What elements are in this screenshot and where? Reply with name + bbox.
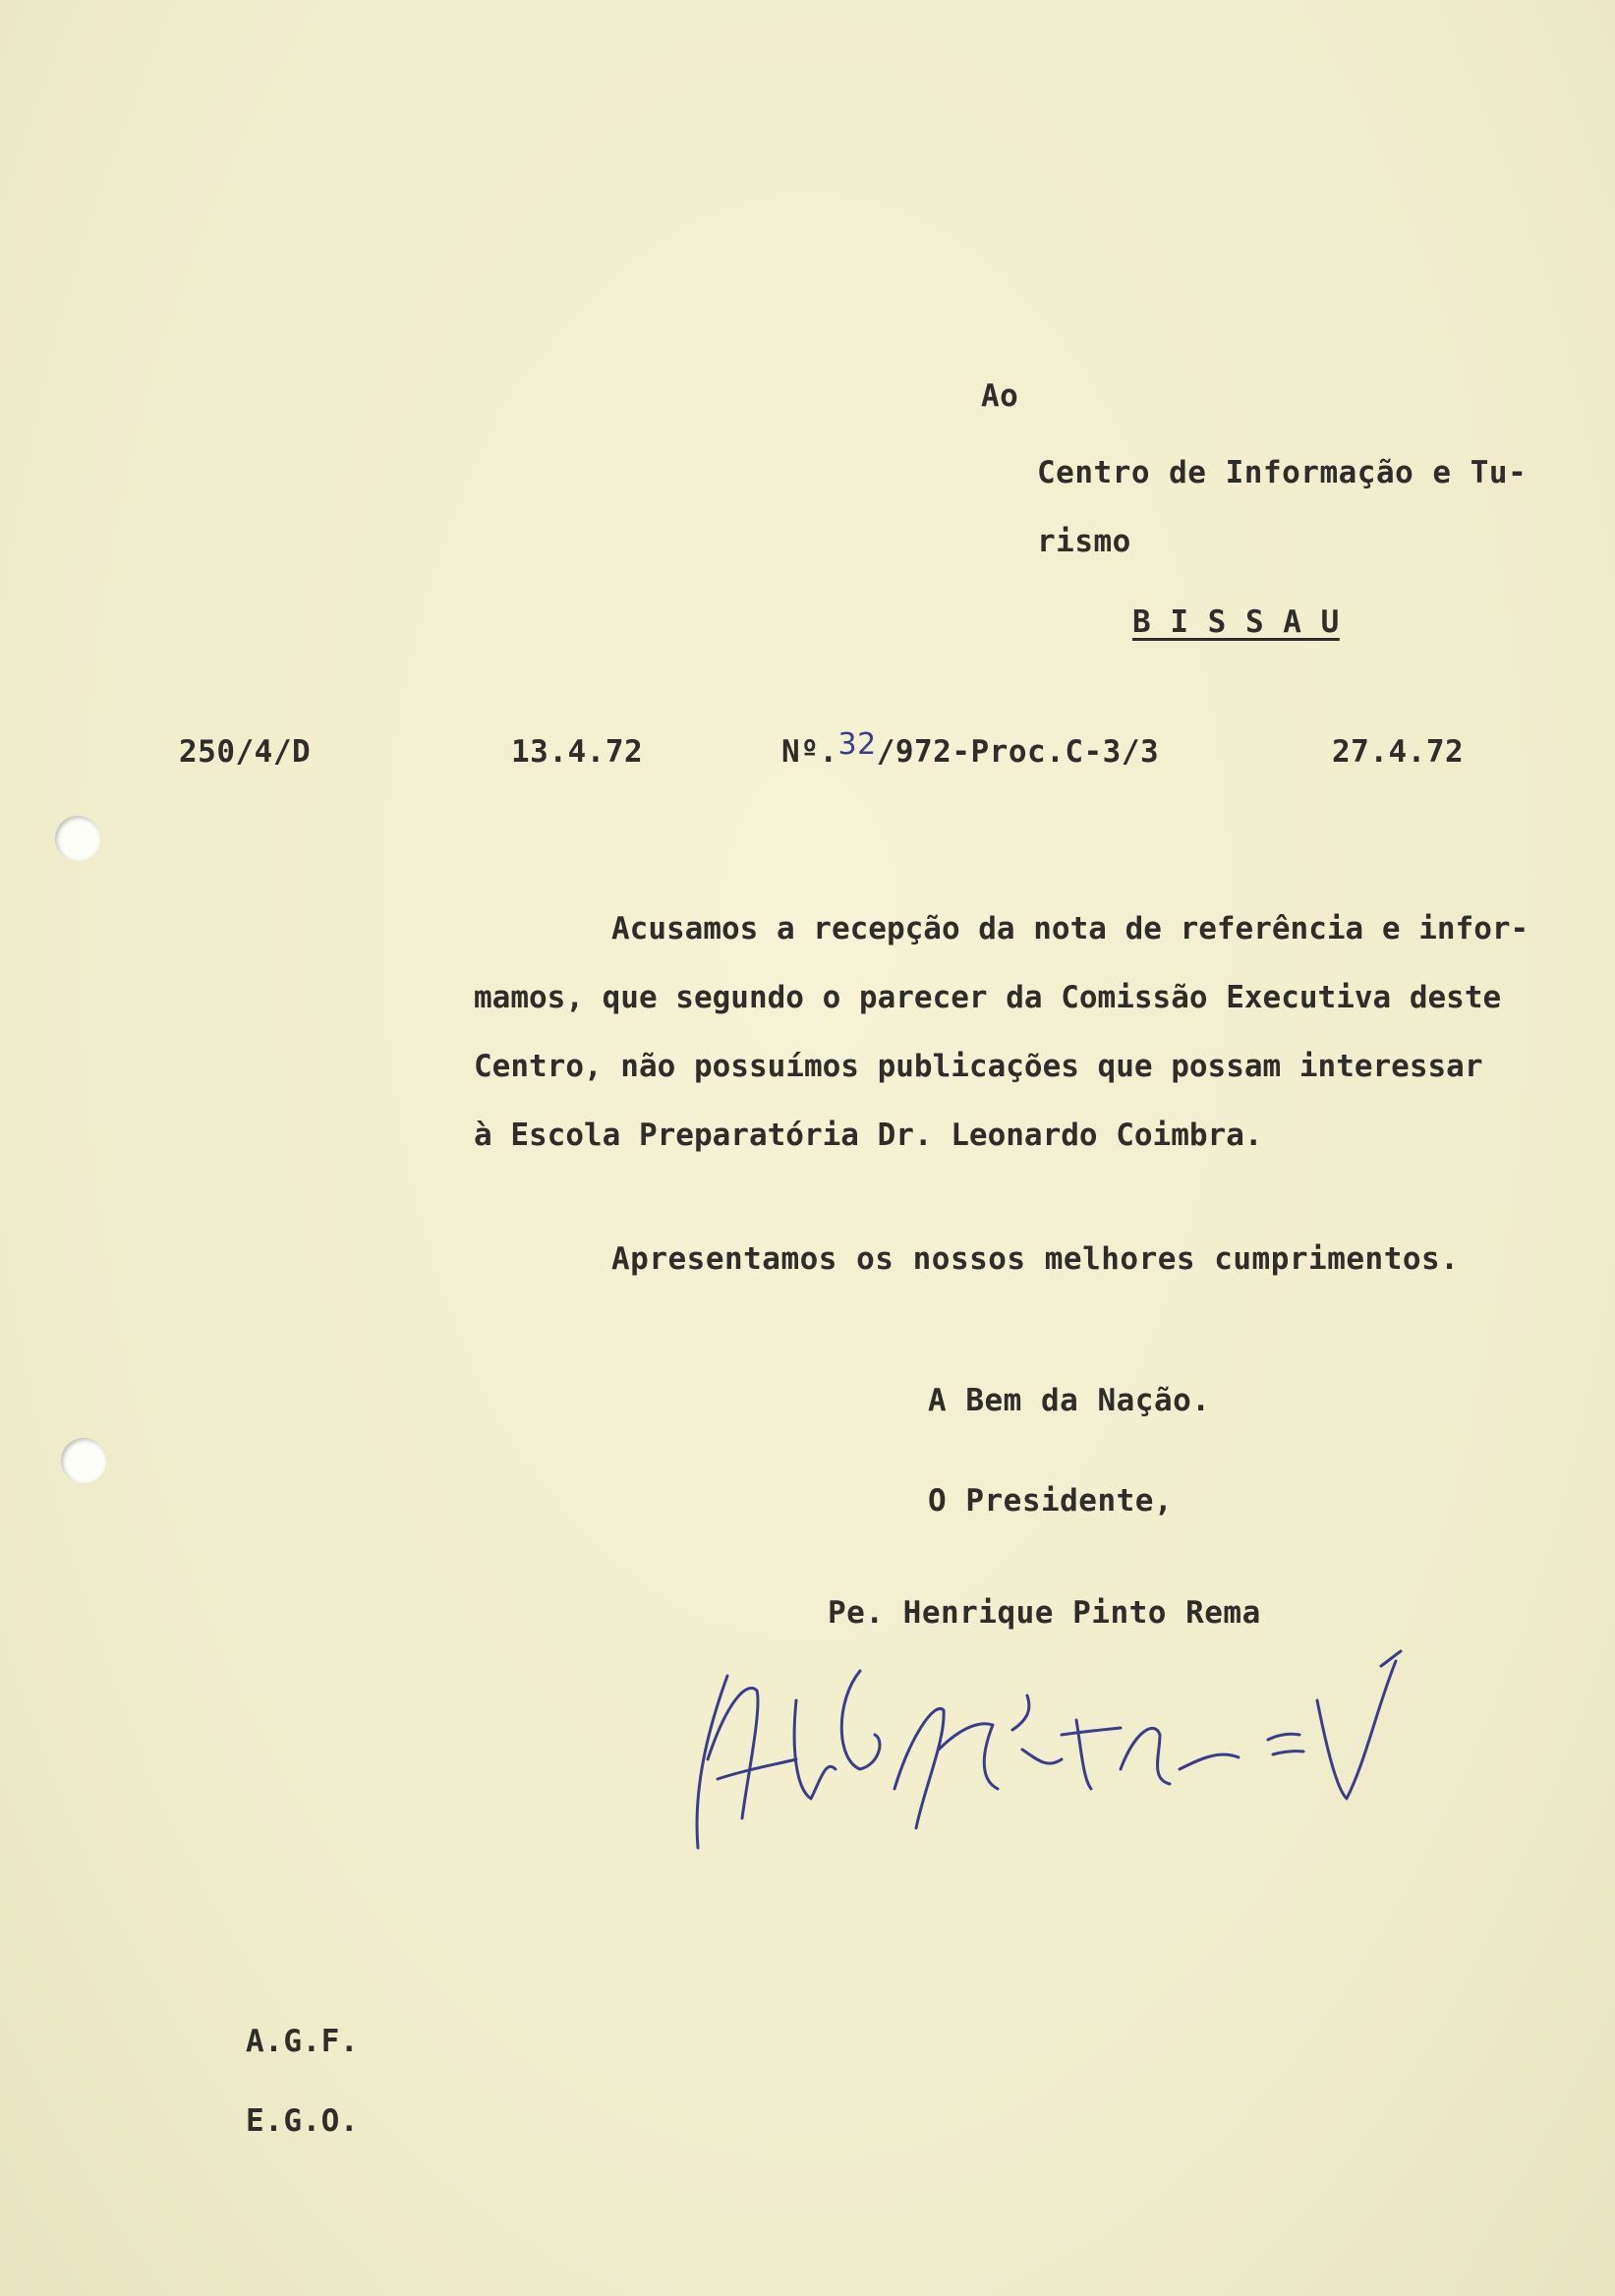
body-line-1: Acusamos a recepção da nota de referência e infor- [611, 911, 1529, 947]
signatory-name: Pe. Henrique Pinto Rema [828, 1595, 1261, 1631]
punch-hole-bottom [61, 1438, 106, 1483]
addressee-name-line1: Centro de Informação e Tu- [1037, 455, 1528, 490]
our-reference [781, 727, 1160, 770]
body-line-3: Centro, não possuímos publicações que possam interessar [474, 1049, 1483, 1084]
closing-line-1: A Bem da Nação. [928, 1383, 1211, 1418]
salutation: Ao [981, 378, 1019, 414]
our-ref-number: 32 [837, 727, 877, 762]
punch-hole-top [55, 816, 100, 861]
body-line-4: à Escola Preparatória Dr. Leonardo Coimbra. [474, 1118, 1263, 1153]
addressee-name-line2: rismo [1037, 524, 1131, 559]
initials-line-2: E.G.O. [246, 2103, 359, 2139]
handwritten-signature [688, 1641, 1533, 1867]
our-ref-suffix: /972-Proc.C-3/3 [876, 734, 1160, 770]
their-date: 13.4.72 [511, 734, 644, 770]
initials-line-1: A.G.F. [246, 2024, 359, 2059]
body-paragraph-2: Apresentamos os nossos melhores cumprimentos. [611, 1241, 1460, 1277]
addressee-city: B I S S A U [1132, 604, 1340, 640]
body-line-2: mamos, que segundo o parecer da Comissão Executiva deste [474, 980, 1502, 1015]
our-date: 27.4.72 [1332, 734, 1465, 770]
closing-line-2: O Presidente, [928, 1483, 1174, 1519]
their-reference: 250/4/D [179, 734, 312, 770]
body-paragraph-1 [474, 894, 1604, 1170]
our-ref-prefix: Nº. [781, 734, 838, 770]
